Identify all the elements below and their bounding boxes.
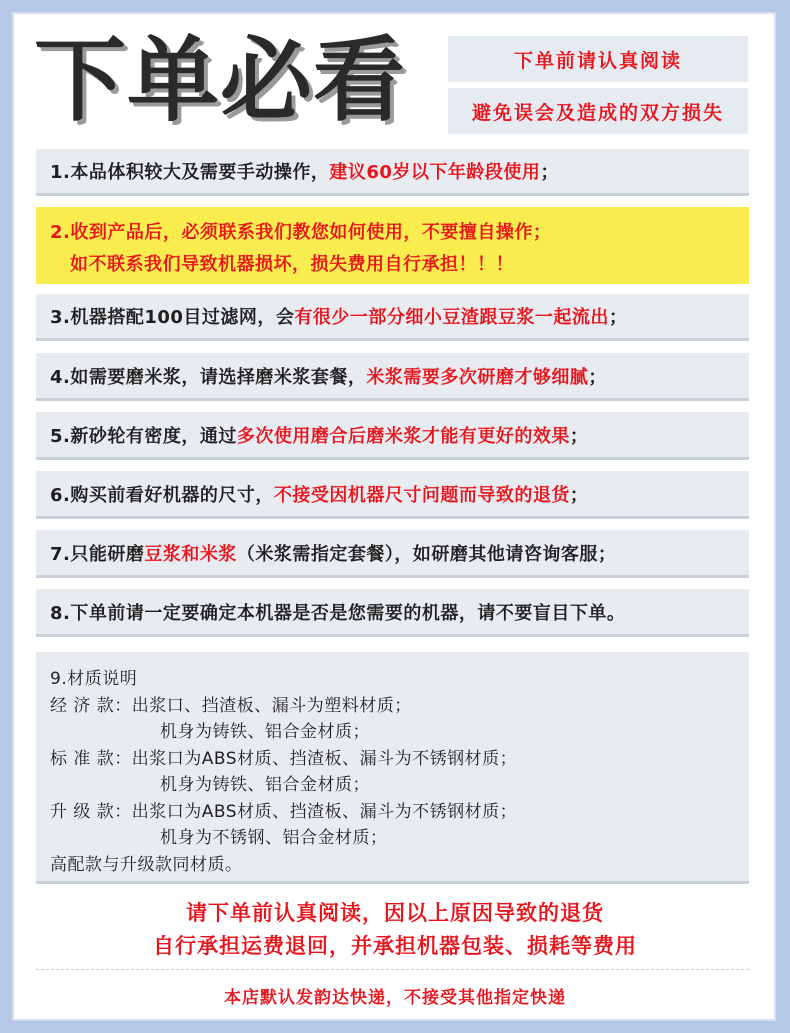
rule-5-highlight: 多次使用磨合后磨米浆才能有更好的效果	[236, 425, 570, 447]
return-notice-line-2: 自行承担运费退回，并承担机器包装、损耗等费用	[153, 933, 637, 958]
materials-section	[36, 652, 749, 884]
materials-title: 9.材质说明	[50, 669, 138, 689]
materials-economy-body: 机身为铸铁、铝合金材质；	[160, 722, 370, 742]
rule-3	[36, 294, 749, 341]
rule-2-line-1: 2.收到产品后，必须联系我们教您如何使用，不要擅自操作；	[50, 222, 552, 243]
materials-upgrade-body: 机身为不锈钢、铝合金材质；	[160, 828, 388, 848]
rule-6-highlight: 不接受因机器尺寸问题而导致的退货	[273, 484, 570, 506]
rule-3-tail: ；	[608, 307, 628, 328]
rule-2-line-2: 如不联系我们导致机器损坏，损失费用自行承担！！！	[70, 254, 514, 275]
rule-4-tail: ；	[588, 366, 607, 388]
avoid-misunderstanding-tag: 避免误会及造成的双方损失	[448, 88, 748, 134]
rule-8	[36, 589, 749, 637]
materials-standard: 标 准 款：出浆口为ABS材质、挡渣板、漏斗为不锈钢材质；	[50, 748, 518, 769]
rule-5	[36, 412, 749, 460]
rule-5-tail: ；	[569, 425, 589, 447]
rule-4-highlight: 米浆需要多次研磨才够细腻	[366, 366, 589, 388]
rule-2-warning	[36, 207, 749, 284]
rule-6	[36, 471, 749, 519]
rule-1	[36, 149, 749, 196]
materials-premium: 高配款与升级款同材质。	[50, 854, 243, 875]
rule-1-text: 1.本品体积较大及需要手动操作，	[50, 162, 330, 183]
rule-4-text: 4.如需要磨米浆，请选择磨米浆套餐，	[50, 366, 367, 388]
rule-8-text: 8.下单前请一定要确定本机器是否是您需要的机器，请不要盲目下单。	[50, 602, 626, 624]
footer-divider	[36, 969, 749, 970]
rule-7-text: 7.只能研磨	[50, 543, 145, 565]
return-notice-line-1: 请下单前认真阅读，因以上原因导致的退货	[186, 900, 604, 925]
rule-7-tail: （米浆需指定套餐），如研磨其他请咨询客服；	[236, 543, 617, 565]
rule-1-highlight: 建议60岁以下年龄段使用	[329, 162, 541, 183]
materials-upgrade: 升 级 款：出浆口为ABS材质、挡渣板、漏斗为不锈钢材质；	[50, 801, 518, 822]
rule-5-text: 5.新砂轮有密度，通过	[50, 425, 237, 447]
rule-3-highlight: 有很少一部分细小豆渣跟豆浆一起流出	[294, 307, 609, 328]
rule-7-highlight: 豆浆和米浆	[144, 543, 237, 565]
materials-standard-body: 机身为铸铁、铝合金材质；	[160, 775, 370, 795]
rule-6-text: 6.购买前看好机器的尺寸，	[50, 484, 274, 506]
materials-economy: 经 济 款：出浆口、挡渣板、漏斗为塑料材质；	[50, 695, 412, 716]
rule-7	[36, 530, 749, 578]
rule-6-tail: ；	[569, 484, 589, 506]
shipping-notice: 本店默认发韵达快递，不接受其他指定快递	[224, 988, 566, 1008]
rule-1-tail: ；	[540, 162, 559, 183]
headline-title: 下单必看	[34, 26, 407, 134]
rule-4	[36, 353, 749, 401]
rule-3-text: 3.机器搭配100目过滤网，会	[50, 307, 295, 328]
read-carefully-tag: 下单前请认真阅读	[448, 36, 748, 82]
